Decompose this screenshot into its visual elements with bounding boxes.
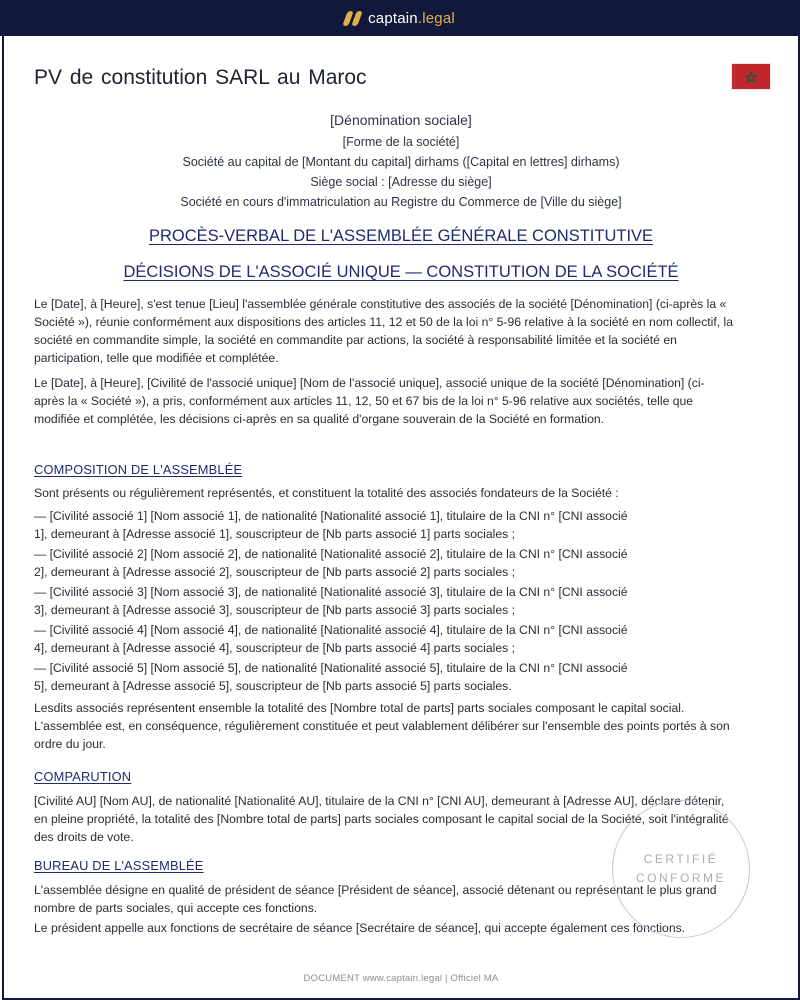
composition-summary: Lesdits associés représentent ensemble la totalité des [Nombre total de parts] parts sociales composant le capital social. L'assemblée est, en conséquence, régulièrement constituée et peut valablement délibérer sur l'ensemble des points portés à son ordre du jour. xyxy=(34,701,730,751)
stamp-line-1: CERTIFIÉ xyxy=(643,852,719,866)
stamp-line-2: CONFORME xyxy=(636,871,726,885)
intro-paragraph-1: Le [Date], à [Heure], s'est tenue [Lieu] l'assemblée générale constitutive des associés de la société [Dénomination] (ci-après la « Société »), réunie conformément aux dispositions des articles 11, 12 et 50 de la loi n° 5-96 relative à la société en nom collectif, la société en commandite simple, la société en commandite par actions, la société à responsabilité limitée et la société en participation, telle que modifiée et complétée. xyxy=(34,297,734,365)
associate-line: 3], demeurant à [Adresse associé 3], souscripteur de [Nb parts associé 3] parts sociales ; xyxy=(34,603,515,617)
header-immatriculation: Société en cours d'immatriculation au Registre du Commerce de [Ville du siège] xyxy=(180,195,622,209)
composition-lead: Sont présents ou régulièrement représentés, et constituent la totalité des associés fondateurs de la Société : xyxy=(34,486,619,500)
comparution-paragraph: [Civilité AU] [Nom AU], de nationalité [Nationalité AU], titulaire de la CNI n° [CNI AU], demeurant à [Adresse AU], déclare détenir, en pleine propriété, la totalité des [Nombre total de parts] parts sociales composant le capital social de la Société, soit l'intégralité des droits de vote. xyxy=(34,794,729,844)
brand-name: captain xyxy=(368,9,418,27)
associate-line: — [Civilité associé 3] [Nom associé 3], de nationalité [Nationalité associé 3], titulaire de la CNI n° [CNI associé xyxy=(34,585,628,599)
document-page xyxy=(2,36,800,1000)
associate-line: — [Civilité associé 1] [Nom associé 1], de nationalité [Nationalité associé 1], titulaire de la CNI n° [CNI associé xyxy=(34,509,628,523)
associate-line: — [Civilité associé 5] [Nom associé 5], de nationalité [Nationalité associé 5], titulaire de la CNI n° [CNI associé xyxy=(34,661,628,675)
intro-paragraph-2: Le [Date], à [Heure], [Civilité de l'associé unique] [Nom de l'associé unique], associé unique de la société [Dénomination] (ci-après la « Société »), a pris, conformément aux articles 11, 12, 50 et 67 bis de la loi n° 5-96 relative aux sociétés, telle que modifiée et complétée, les décisions ci-après en sa qualité d'organe souverain de la Société en formation. xyxy=(34,376,705,426)
document-footer: DOCUMENT www.captain.legal | Officiel MA xyxy=(303,973,499,984)
section-heading-composition: COMPOSITION DE L'ASSEMBLÉE xyxy=(34,462,243,477)
associate-line: 5], demeurant à [Adresse associé 5], souscripteur de [Nb parts associé 5] parts sociales. xyxy=(34,679,512,693)
header-denomination: [Dénomination sociale] xyxy=(330,112,472,128)
associate-line: — [Civilité associé 2] [Nom associé 2], de nationalité [Nationalité associé 2], titulaire de la CNI n° [CNI associé xyxy=(34,547,628,561)
certified-stamp xyxy=(612,800,750,938)
associate-line: — [Civilité associé 4] [Nom associé 4], de nationalité [Nationalité associé 4], titulaire de la CNI n° [CNI associé xyxy=(34,623,628,637)
document-title: PV de constitution SARL au Maroc xyxy=(34,66,367,89)
main-subtitle: DÉCISIONS DE L'ASSOCIÉ UNIQUE — CONSTITUTION DE LA SOCIÉTÉ xyxy=(123,263,679,281)
associate-line: 4], demeurant à [Adresse associé 4], souscripteur de [Nb parts associé 4] parts sociales ; xyxy=(34,641,515,655)
header-capital: Société au capital de [Montant du capital] dirhams ([Capital en lettres] dirhams) xyxy=(182,155,620,169)
brand-tld: .legal xyxy=(417,9,455,27)
bureau-paragraph-2: Le président appelle aux fonctions de secrétaire de séance [Secrétaire de séance], qui accepte également ces fonctions. xyxy=(34,921,686,935)
header-siege: Siège social : [Adresse du siège] xyxy=(310,175,492,189)
captain-logo-icon xyxy=(345,11,360,26)
section-heading-comparution: COMPARUTION xyxy=(34,769,132,784)
section-heading-bureau: BUREAU DE L'ASSEMBLÉE xyxy=(34,858,204,873)
brand[interactable] xyxy=(345,10,455,27)
morocco-flag-icon xyxy=(732,64,770,89)
main-title: PROCÈS-VERBAL DE L'ASSEMBLÉE GÉNÉRALE CONSTITUTIVE xyxy=(148,227,654,245)
top-bar xyxy=(0,0,800,36)
header-forme: [Forme de la société] xyxy=(342,135,460,149)
associate-line: 2], demeurant à [Adresse associé 2], souscripteur de [Nb parts associé 2] parts sociales ; xyxy=(34,565,515,579)
bureau-paragraph-1: L'assemblée désigne en qualité de président de séance [Président de séance], associé détenant ou représentant le plus grand nombre de parts sociales, qui accepte ces fonctions. xyxy=(34,883,717,915)
associate-line: 1], demeurant à [Adresse associé 1], souscripteur de [Nb parts associé 1] parts sociales ; xyxy=(34,527,515,541)
